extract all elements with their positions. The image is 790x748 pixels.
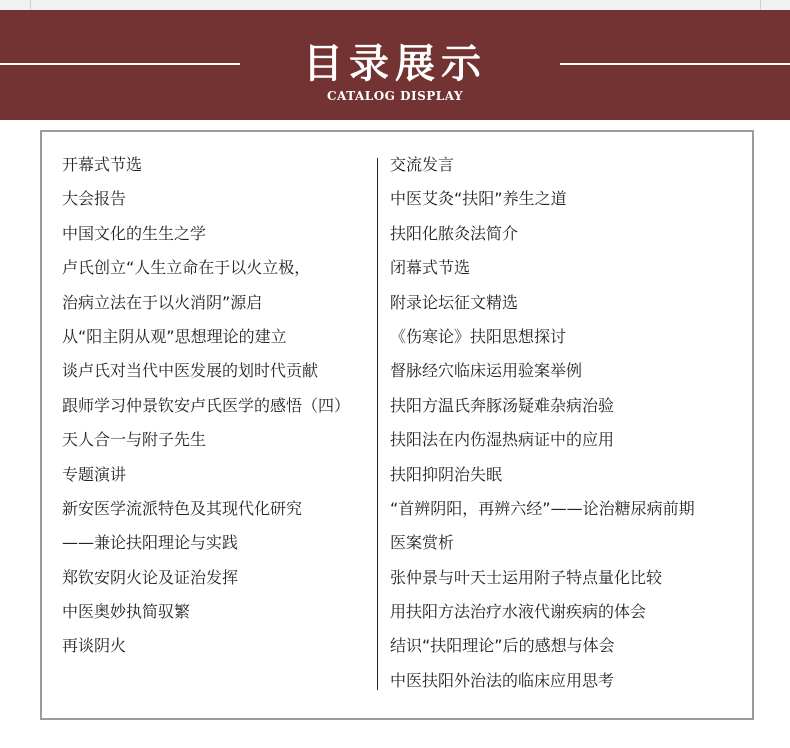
catalog-entry: 从“阳主阴从观”思想理论的建立 [62,326,287,346]
catalog-entry: 再谈阴火 [62,636,127,656]
catalog-entry: 中国文化的生生之学 [62,223,207,243]
top-strip-edge-right [760,0,761,10]
catalog-entry: 中医扶阳外治法的临床应用思考 [390,670,615,690]
catalog-entry: 开幕式节选 [62,155,143,174]
catalog-entry: 天人合一与附子先生 [62,430,207,450]
catalog-entry: 扶阳法在内伤湿热病证中的应用 [390,430,615,450]
catalog-entry: 中医奥妙执简驭繁 [62,602,191,622]
catalog-right-column [390,148,695,698]
catalog-entry: 附录论坛征文精选 [390,292,519,312]
catalog-entry: 跟师学习仲景钦安卢氏医学的感悟（四） [62,395,351,415]
catalog-entry: 新安医学流派特色及其现代化研究 [62,498,303,518]
catalog-entry: 扶阳方温氏奔豚汤疑难杂病治验 [390,395,615,415]
catalog-entry: 扶阳化脓灸法简介 [390,223,519,243]
catalog-entry: 督脉经穴临床运用验案举例 [390,361,583,381]
catalog-left-column [62,148,350,664]
top-strip [0,0,790,10]
page-subtitle: CATALOG DISPLAY [326,89,464,103]
catalog-entry: “首辨阴阳，再辨六经”——论治糖尿病前期 [390,498,695,518]
catalog-entry: 中医艾灸“扶阳”养生之道 [390,189,567,209]
column-divider [377,158,378,690]
catalog-entry: 医案赏析 [390,533,455,553]
catalog-entry: 结识“扶阳理论”后的感想与体会 [390,636,615,656]
catalog-entry: 张仲景与叶天士运用附子特点量化比较 [390,567,663,587]
catalog-entry: 治病立法在于以火消阴”源启 [62,292,263,312]
catalog-entry: 用扶阳方法治疗水液代谢疾病的体会 [390,602,647,622]
catalog-entry: 郑钦安阴火论及证治发挥 [62,567,239,587]
catalog-entry: 交流发言 [390,155,455,174]
catalog-banner [0,10,790,120]
catalog-entry: 卢氏创立“人生立命在于以火立极， [62,258,311,278]
catalog-entry: ——兼论扶阳理论与实践 [62,533,239,553]
page-title: 目录展示 [303,41,487,87]
catalog-entry: 扶阳抑阴治失眠 [390,464,503,484]
catalog-entry: 谈卢氏对当代中医发展的划时代贡献 [62,361,319,381]
catalog-entry: 《伤寒论》扶阳思想探讨 [390,326,567,346]
catalog-entry: 专题演讲 [62,464,127,484]
catalog-entry: 闭幕式节选 [390,258,471,278]
catalog-entry: 大会报告 [62,189,127,209]
top-strip-edge-left [30,0,31,10]
